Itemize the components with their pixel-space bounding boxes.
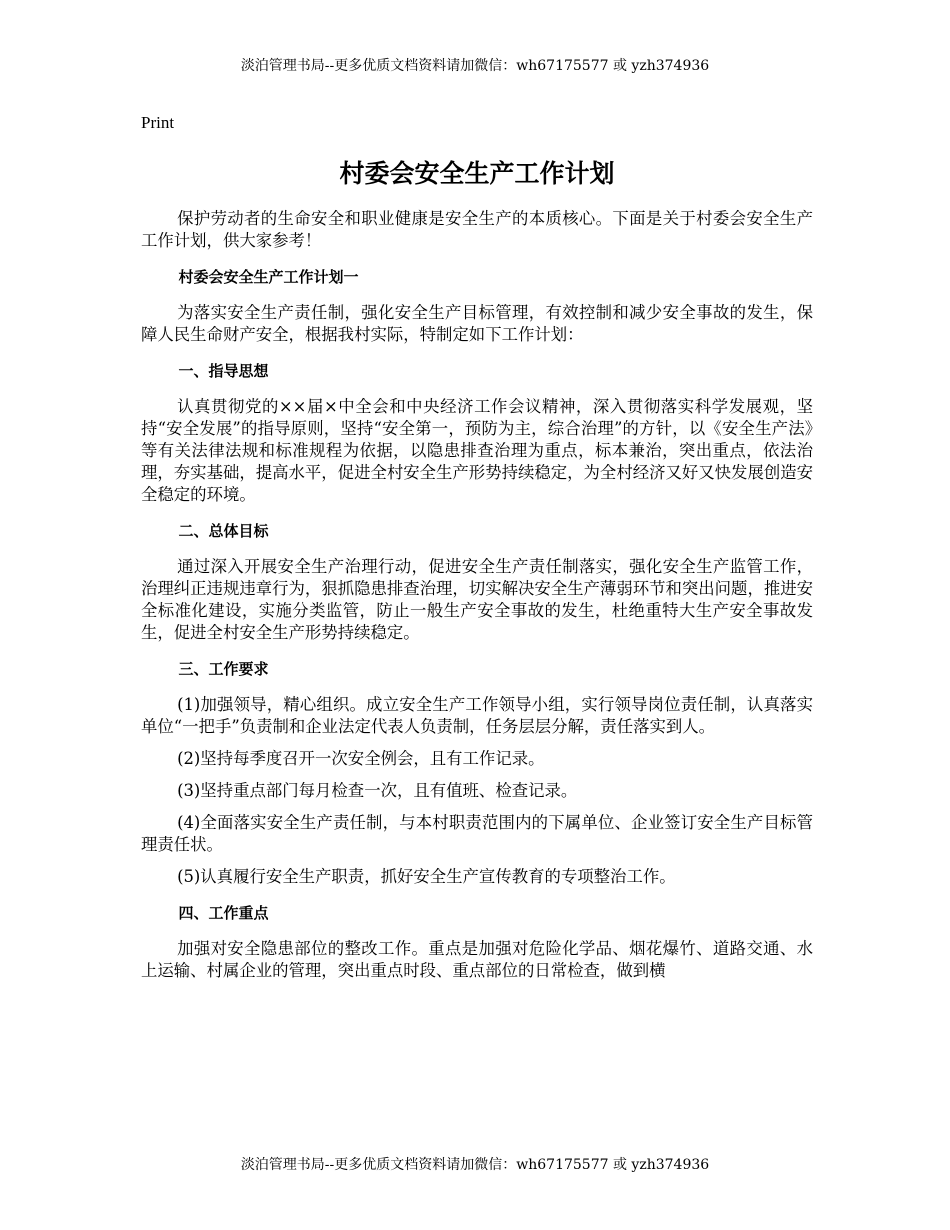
requirement-item: (4)全面落实安全生产责任制，与本村职责范围内的下属单位、企业签订安全生产目标管理责任状。	[141, 813, 813, 854]
section-heading-guiding-ideology: 一、指导思想	[178, 362, 269, 380]
plan-subtitle: 村委会安全生产工作计划一	[178, 268, 359, 286]
document-title: 村委会安全生产工作计划	[339, 159, 615, 188]
section-text-overall-goals: 通过深入开展安全生产治理行动，促进安全生产责任制落实，强化安全生产监管工作，治理纠正违规违章行为，狠抓隐患排查治理，切实解决安全生产薄弱环节和突出问题，推进安全标准化建设，实施分类监管，防止一般生产安全事故的发生，杜绝重特大生产安全事故发生，促进全村安全生产形势持续稳定。	[141, 557, 814, 642]
preface-paragraph: 为落实安全生产责任制，强化安全生产目标管理，有效控制和减少安全事故的发生，保障人民生命财产安全，根据我村实际，特制定如下工作计划：	[141, 303, 813, 344]
requirement-item: (1)加强领导，精心组织。成立安全生产工作领导小组，实行领导岗位责任制，认真落实单位“一把手”负责制和企业法定代表人负责制，任务层层分解，责任落实到人。	[141, 695, 813, 736]
section-text-guiding-ideology: 认真贯彻党的××届×中全会和中央经济工作会议精神，深入贯彻落实科学发展观，坚持“安全发展”的指导原则，坚持“安全第一，预防为主，综合治理”的方针，以《安全生产法》等有关法律法规和标准规程为依据，以隐患排查治理为重点，标本兼治，突出重点，依法治理，夯实基础，提高水平，促进全村安全生产形势持续稳定，为全村经济又好又快发展创造安全稳定的环境。	[141, 397, 814, 504]
section-heading-overall-goals: 二、总体目标	[178, 522, 269, 540]
section-heading-work-requirements: 三、工作要求	[178, 660, 269, 678]
section-text-work-focus: 加强对安全隐患部位的整改工作。重点是加强对危险化学品、烟花爆竹、道路交通、水上运输、村属企业的管理，突出重点时段、重点部位的日常检查，做到横	[141, 939, 813, 980]
page-footer: 淡泊管理书局--更多优质文档资料请加微信：wh67175577 或 yzh374936	[240, 1157, 710, 1173]
intro-paragraph: 保护劳动者的生命安全和职业健康是安全生产的本质核心。下面是关于村委会安全生产 工作计划，供大家参考！	[141, 209, 813, 250]
requirement-item: (2)坚持每季度召开一次安全例会，且有工作记录。	[177, 749, 545, 768]
requirement-item: (5)认真履行安全生产职责，抓好安全生产宣传教育的专项整治工作。	[177, 867, 676, 886]
requirement-item: (3)坚持重点部门每月检查一次，且有值班、检查记录。	[177, 781, 578, 800]
document-body	[141, 152, 813, 982]
section-heading-work-focus: 四、工作重点	[178, 904, 269, 922]
page-header: 淡泊管理书局--更多优质文档资料请加微信：wh67175577 或 yzh374936	[240, 58, 710, 74]
print-label: Print	[141, 113, 175, 132]
